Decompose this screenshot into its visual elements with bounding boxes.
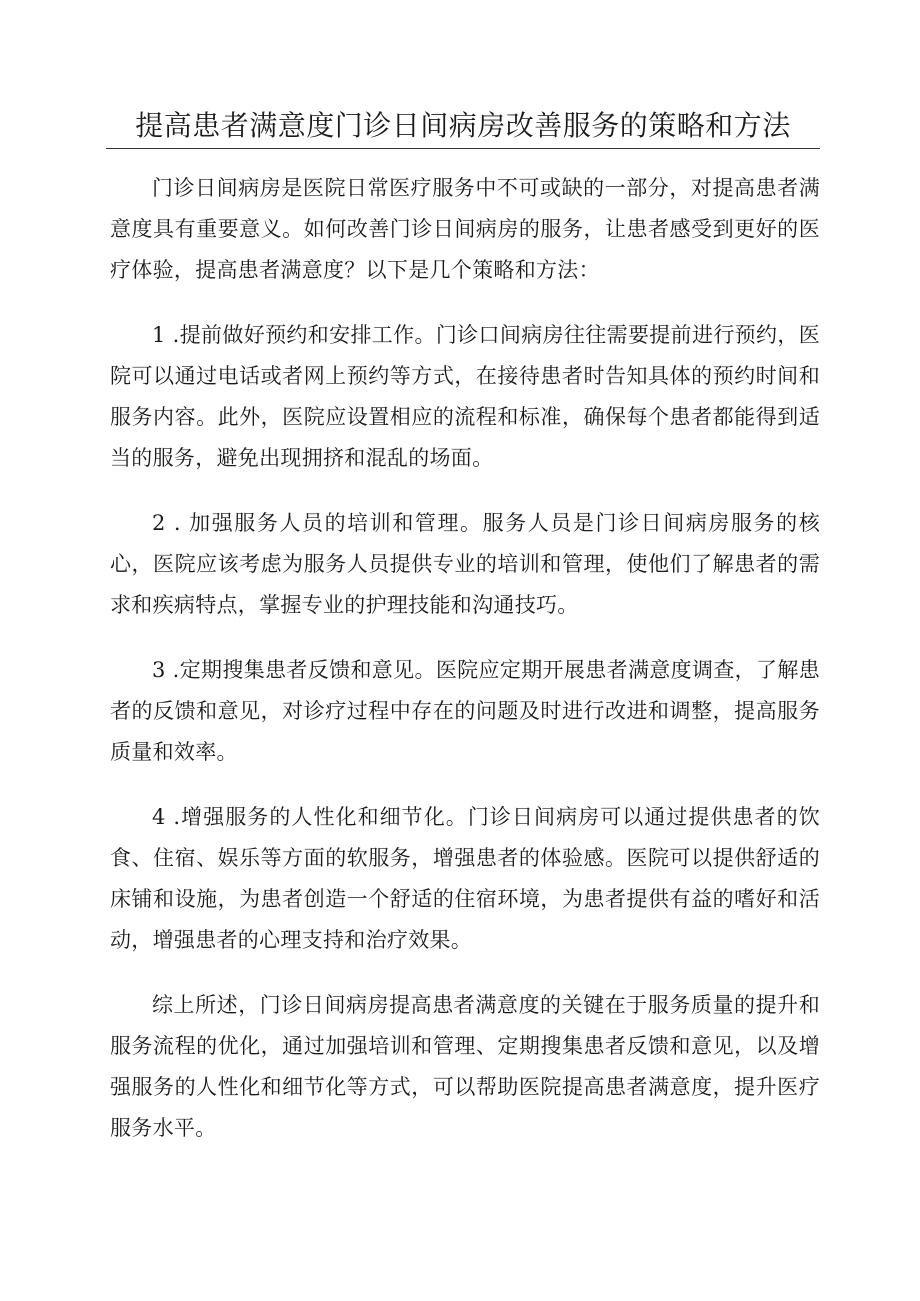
conclusion-paragraph: 综上所述，门诊日间病房提高患者满意度的关键在于服务质量的提升和服务流程的优化，通过加强培训和管理、定期搜集患者反馈和意见，以及增强服务的人性化和细节化等方式，可以帮助医院提高患者满意度，提升医疗服务水平。 — [110, 993, 820, 1140]
document-body — [110, 168, 820, 1173]
intro-paragraph: 门诊日间病房是医院日常医疗服务中不可或缺的一部分，对提高患者满意度具有重要意义。如何改善门诊日间病房的服务，让患者感受到更好的医疗体验，提高患者满意度？以下是几个策略和方法： — [110, 176, 820, 282]
strategy-1-paragraph: 1 .提前做好预约和安排工作。门诊口间病房往往需要提前进行预约，医院可以通过电话或者网上预约等方式，在接待患者时告知具体的预约时间和服务内容。此外，医院应设置相应的流程和标准，确保每个患者都能得到适当的服务，避免出现拥挤和混乱的场面。 — [110, 323, 820, 470]
strategy-3-paragraph: 3 .定期搜集患者反馈和意见。医院应定期开展患者满意度调查，了解患者的反馈和意见，对诊疗过程中存在的问题及时进行改进和调整，提高服务质量和效率。 — [110, 658, 820, 764]
strategy-4-paragraph: 4 .增强服务的人性化和细节化。门诊日间病房可以通过提供患者的饮食、住宿、娱乐等方面的软服务，增强患者的体验感。医院可以提供舒适的床铺和设施，为患者创造一个舒适的住宿环境，为患者提供有益的嗜好和活动，增强患者的心理支持和治疗效果。 — [110, 805, 820, 952]
title-block — [106, 108, 820, 149]
document-title: 提高患者满意度门诊日间病房改善服务的策略和方法 — [135, 109, 791, 142]
strategy-2-paragraph: 2 . 加强服务人员的培训和管理。服务人员是门诊日间病房服务的核心，医院应该考虑为服务人员提供专业的培训和管理，使他们了解患者的需求和疾病特点，掌握专业的护理技能和沟通技巧。 — [110, 511, 820, 617]
